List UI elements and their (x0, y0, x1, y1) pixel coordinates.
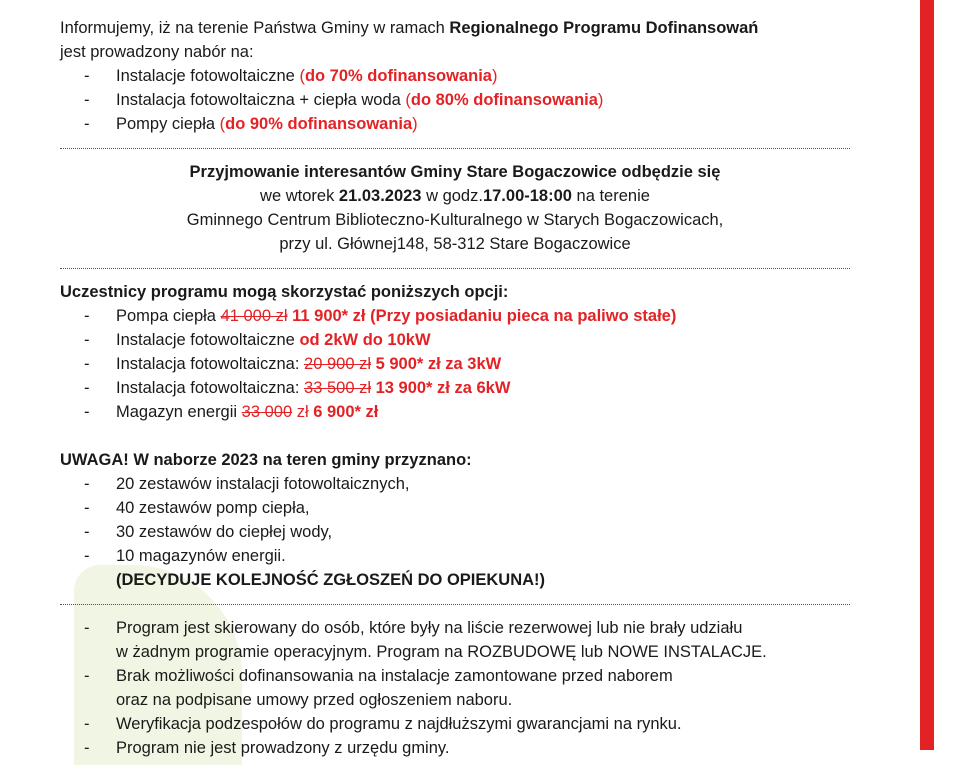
funding-item (60, 88, 860, 112)
list-dash: - (84, 715, 90, 733)
paren: ( (405, 91, 411, 109)
power-range: od 2kW do 10kW (299, 331, 431, 349)
list-dash: - (84, 499, 90, 517)
dotted-divider (60, 604, 850, 605)
notice-item (60, 544, 860, 568)
list-dash: - (84, 91, 90, 109)
meeting-hours: 17.00-18:00 (482, 187, 572, 205)
option-item (60, 352, 860, 376)
red-accent-bar (920, 0, 934, 750)
condition-item (60, 664, 860, 688)
when-text: w godz. (421, 187, 483, 205)
old-price-unit: zł (292, 403, 309, 421)
list-dash: - (84, 523, 90, 541)
condition-item (60, 712, 860, 736)
notice-item (60, 472, 860, 496)
condition-text: Program jest skierowany do osób, które były na liście rezerwowej lub nie brały udziału (116, 619, 743, 637)
funding-label: Instalacja fotowoltaiczna + ciepła woda (116, 91, 406, 109)
dotted-divider (60, 268, 850, 269)
option-label: Pompa ciepła (116, 307, 221, 325)
notice-item (60, 520, 860, 544)
notice-text: 40 zestawów pomp ciepła, (116, 499, 310, 517)
list-dash: - (84, 331, 90, 349)
notice-decides: (DECYDUJE KOLEJNOŚĆ ZGŁOSZEŃ DO OPIEKUNA!) (116, 571, 546, 589)
meeting-date: 21.03.2023 (338, 187, 422, 205)
when-text: we wtorek (260, 187, 339, 205)
meeting-venue: Gminnego Centrum Biblioteczno-Kulturalnego w Starych Bogaczowicach, (186, 211, 724, 229)
condition-text: Brak możliwości dofinansowania na instalacje zamontowane przed naborem (116, 667, 673, 685)
list-dash: - (84, 547, 90, 565)
paren: ) (597, 91, 604, 109)
list-dash: - (84, 379, 90, 397)
when-text: na terenie (571, 187, 650, 205)
notice-heading: UWAGA! W naborze 2023 na teren gminy przyznano: (60, 451, 472, 469)
condition-text: Program nie jest prowadzony z urzędu gminy. (116, 739, 450, 757)
condition-item (60, 736, 860, 760)
new-price: 13 900* zł za 6kW (371, 379, 511, 397)
funding-item (60, 64, 860, 88)
new-price: 5 900* zł za 3kW (371, 355, 502, 373)
option-label: Magazyn energii (116, 403, 242, 421)
paren: ) (412, 115, 418, 133)
list-dash: - (84, 307, 90, 325)
option-item (60, 304, 860, 328)
program-name: Regionalnego Programu Dofinansowań (449, 19, 759, 37)
condition-text: Weryfikacja podzespołów do programu z najdłuższymi gwarancjami na rynku. (116, 715, 682, 733)
old-price: 33 000 (241, 403, 293, 421)
new-price: 6 900* zł (308, 403, 379, 421)
options-heading: Uczestnicy programu mogą skorzystać poniższych opcji: (60, 283, 509, 301)
old-price: 20 900 zł (304, 355, 371, 373)
funding-percentage: do 80% dofinansowania (410, 91, 598, 109)
meeting-section (60, 160, 850, 256)
paren: ) (491, 67, 498, 85)
meeting-address: przy ul. Głównej148, 58-312 Stare Bogaczowice (279, 235, 631, 253)
notice-text: 10 magazynów energii. (116, 547, 286, 565)
list-dash: - (84, 739, 90, 757)
condition-continuation: w żadnym programie operacyjnym. Program na ROZBUDOWĘ lub NOWE INSTALACJE. (116, 643, 767, 661)
list-dash: - (84, 115, 90, 133)
paren: ( (299, 67, 305, 85)
intro-line-2: jest prowadzony nabór na: (60, 43, 254, 61)
notice-text: 20 zestawów instalacji fotowoltaicznych, (116, 475, 410, 493)
option-label: Instalacje fotowoltaiczne (116, 331, 300, 349)
funding-label: Pompy ciepła (116, 115, 220, 133)
funding-percentage: do 90% dofinansowania (225, 115, 413, 133)
list-dash: - (84, 667, 90, 685)
list-dash: - (84, 475, 90, 493)
old-price: 41 000 zł (220, 307, 288, 325)
option-item (60, 376, 860, 400)
spacer (60, 424, 860, 448)
condition-item (60, 616, 860, 640)
intro-line-1 (60, 16, 860, 40)
option-item (60, 328, 860, 352)
paren: ( (219, 115, 226, 133)
meeting-when (60, 184, 850, 208)
list-dash: - (84, 67, 90, 85)
option-label: Instalacja fotowoltaiczna: (116, 355, 305, 373)
new-price: 11 900* zł (Przy posiadaniu pieca na paliwo stałe) (287, 307, 677, 325)
intro-text: Informujemy, iż na terenie Państwa Gminy w ramach (60, 19, 450, 37)
list-dash: - (84, 403, 90, 421)
funding-percentage: do 70% dofinansowania (304, 67, 492, 85)
condition-continuation: oraz na podpisane umowy przed ogłoszeniem naboru. (116, 691, 513, 709)
notice-text: 30 zestawów do ciepłej wody, (116, 523, 333, 541)
leaflet-content (60, 16, 860, 760)
funding-item (60, 112, 860, 136)
option-item (60, 400, 860, 424)
funding-label: Instalacje fotowoltaiczne (116, 67, 300, 85)
old-price: 33 500 zł (304, 379, 371, 397)
notice-item (60, 496, 860, 520)
option-label: Instalacja fotowoltaiczna: (116, 379, 305, 397)
dotted-divider (60, 148, 850, 149)
list-dash: - (84, 355, 90, 373)
meeting-heading: Przyjmowanie interesantów Gminy Stare Bogaczowice odbędzie się (189, 163, 721, 181)
list-dash: - (84, 619, 90, 637)
